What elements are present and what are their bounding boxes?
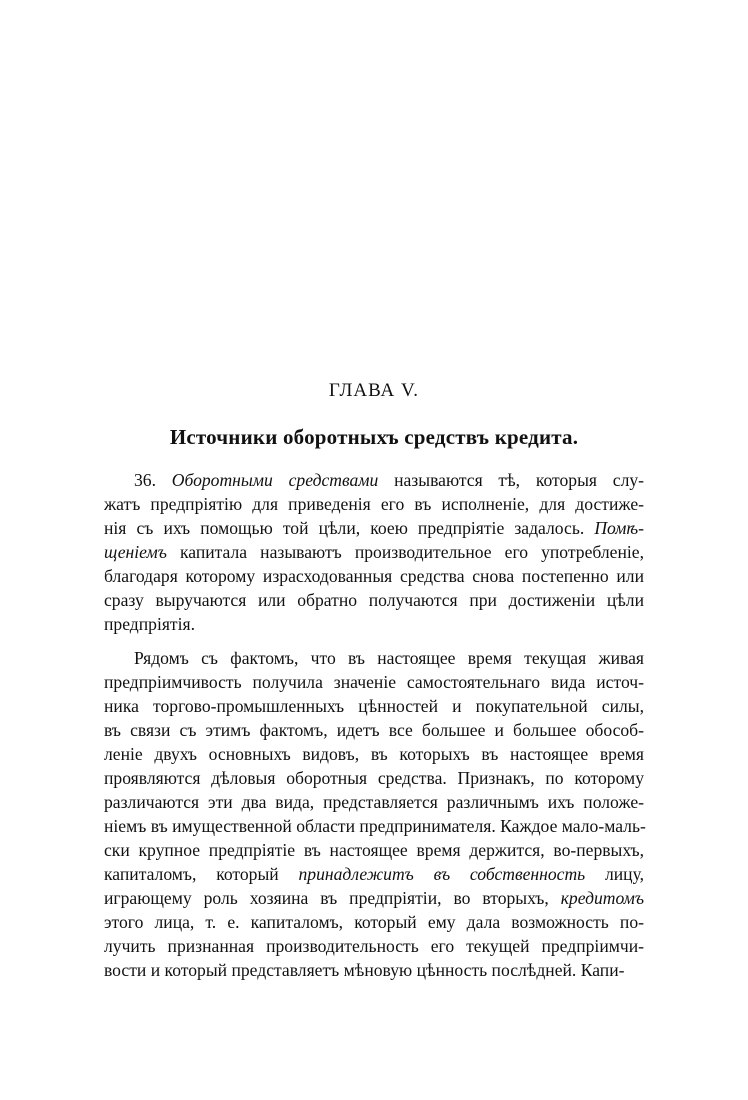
text-segment: вости и который представляетъ мѣновую цѣнность послѣдней. Капи- — [104, 960, 625, 980]
text-segment: въ связи съ этимъ фактомъ, идетъ все большее и большее обособ- — [104, 720, 644, 740]
text-line — [104, 886, 644, 910]
text-segment: различаются эти два вида, представляется различнымъ ихъ положе- — [104, 792, 644, 812]
paragraph — [104, 468, 644, 636]
text-segment: предпріимчивость получила значеніе самостоятельнаго вида источ- — [104, 672, 644, 692]
italic-text: Оборотными средствами — [171, 470, 379, 490]
text-line — [104, 564, 644, 588]
italic-text: принадлежитъ въ собственность — [298, 864, 586, 884]
text-segment: сразу выручаются или обратно получаются при достиженіи цѣли — [104, 590, 644, 610]
text-segment: лицу, — [585, 864, 645, 884]
text-segment: Рядомъ съ фактомъ, что въ настоящее время текущая живая — [134, 648, 644, 668]
text-segment: ніемъ въ имущественной области предпринимателя. Каждое мало-маль- — [104, 816, 646, 836]
text-segment: играющему роль хозяина въ предпріятіи, во вторыхъ, — [104, 888, 561, 908]
text-segment: предпріятія. — [104, 614, 196, 634]
text-segment: капитала называютъ производительное его употребленіе, — [166, 542, 644, 562]
text-line — [104, 468, 644, 492]
text-segment: нія съ ихъ помощью той цѣли, коею предпріятіе задалось. — [104, 518, 595, 538]
paragraph-gap — [104, 636, 644, 646]
text-line — [104, 838, 644, 862]
text-line — [104, 670, 644, 694]
text-line — [104, 492, 644, 516]
text-segment: ника торгово-промышленныхъ цѣнностей и покупательной силы, — [104, 696, 644, 716]
text-line — [104, 862, 644, 886]
text-segment: благодаря которому израсходованныя средства снова постепенно или — [104, 566, 644, 586]
text-line — [104, 958, 644, 982]
text-line — [104, 814, 644, 838]
text-line — [104, 718, 644, 742]
text-line — [104, 612, 644, 636]
text-line — [104, 646, 644, 670]
text-segment: этого лица, т. е. капиталомъ, который ему дала возможность по- — [104, 912, 644, 932]
text-segment: капиталомъ, который — [104, 864, 299, 884]
text-line — [104, 540, 644, 564]
text-line — [104, 766, 644, 790]
chapter-label: ГЛАВА V. — [328, 380, 420, 401]
text-line — [104, 910, 644, 934]
text-segment: ски крупное предпріятіе въ настоящее время держится, во-первыхъ, — [104, 840, 644, 860]
paragraph — [104, 646, 644, 982]
text-line — [104, 790, 644, 814]
text-segment: проявляются дѣловыя оборотныя средства. Признакъ, по которому — [104, 768, 644, 788]
italic-text: щеніемъ — [104, 542, 167, 562]
text-segment: леніе двухъ основныхъ видовъ, въ которыхъ въ настоящее время — [104, 744, 644, 764]
text-segment: лучить признанная производительность его текущей предпріимчи- — [104, 936, 644, 956]
italic-text: Помѣ- — [594, 518, 644, 538]
text-line — [104, 694, 644, 718]
italic-text: кредитомъ — [560, 888, 644, 908]
text-line — [104, 742, 644, 766]
text-segment: 36. — [134, 470, 172, 490]
text-segment: называются тѣ, которыя слу- — [378, 470, 645, 490]
text-line — [104, 934, 644, 958]
text-line — [104, 588, 644, 612]
chapter-title: Источники оборотныхъ средствъ кредита. — [169, 425, 579, 449]
text-line — [104, 516, 644, 540]
body-text — [104, 468, 644, 982]
text-segment: жатъ предпріятію для приведенія его въ исполненіе, для достиже- — [104, 494, 644, 514]
